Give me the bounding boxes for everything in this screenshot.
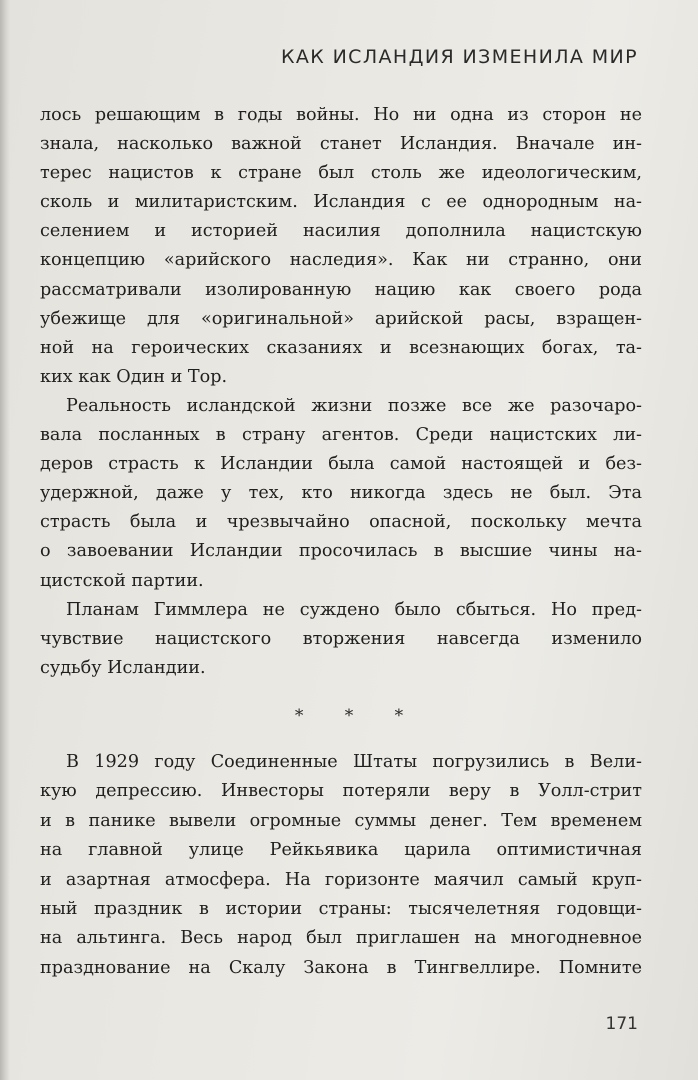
text-line-paragraph-start: В 1929 году Соединенные Штаты погрузились в Вели- xyxy=(66,752,642,772)
text-line-paragraph-start: Реальность исландской жизни позже все же разочаро- xyxy=(66,395,642,416)
text-line-paragraph-start: Планам Гиммлера не суждено было сбыться. Но пред- xyxy=(66,599,642,620)
section-separator: * * * xyxy=(294,706,422,726)
text-line: деров страсть к Исландии была самой настоящей и без- xyxy=(40,454,642,475)
text-line: на альтинга. Весь народ был приглашен на многодневное xyxy=(40,928,642,949)
text-line: на главной улице Рейкьявика царила оптимистичная xyxy=(40,840,642,861)
text-line: вала посланных в страну агентов. Среди нацистских ли- xyxy=(40,425,642,446)
text-line: селением и историей насилия дополнила нацистскую xyxy=(40,221,642,242)
text-line: ной на героических сказаниях и всезнающих богах, та- xyxy=(40,337,642,358)
text-line-paragraph-end: ких как Один и Тор. xyxy=(40,366,228,387)
text-line: лось решающим в годы войны. Но ни одна из сторон не xyxy=(40,105,642,125)
body-text-section-2 xyxy=(40,748,642,983)
body-text-section-1 xyxy=(40,101,642,683)
text-line: и в панике вывели огромные суммы денег. Тем временем xyxy=(40,810,642,831)
text-line: убежище для «оригинальной» арийской расы, взращен- xyxy=(40,308,642,329)
page-edge-shadow xyxy=(0,0,10,1080)
text-line: знала, насколько важной станет Исландия. Вначале ин- xyxy=(40,134,642,155)
text-line: кую депрессию. Инвесторы потеряли веру в Уолл-стрит xyxy=(40,781,642,802)
text-line: празднование на Скалу Закона в Тингвеллире. Помните xyxy=(40,957,642,978)
text-line: концепцию «арийского наследия». Как ни странно, они xyxy=(40,250,642,271)
text-line: удержной, даже у тех, кто никогда здесь не был. Эта xyxy=(40,483,642,504)
running-header: КАК ИСЛАНДИЯ ИЗМЕНИЛА МИР xyxy=(280,46,638,68)
text-line: сколь и милитаристским. Исландия с ее однородным на- xyxy=(40,192,642,213)
text-line-paragraph-end: цистской партии. xyxy=(40,570,204,591)
text-line-paragraph-end: судьбу Исландии. xyxy=(40,657,206,678)
page-number: 171 xyxy=(605,1014,638,1034)
text-line: чувствие нацистского вторжения навсегда изменило xyxy=(40,628,642,649)
text-line: страсть была и чрезвычайно опасной, поскольку мечта xyxy=(40,512,642,533)
text-line: рассматривали изолированную нацию как своего рода xyxy=(40,279,642,300)
text-line: о завоевании Исландии просочилась в высшие чины на- xyxy=(40,541,642,562)
text-line: и азартная атмосфера. На горизонте маячил самый круп- xyxy=(40,869,642,890)
text-line: ный праздник в истории страны: тысячелетняя годовщи- xyxy=(40,899,642,920)
text-line: терес нацистов к стране был столь же идеологическим, xyxy=(40,163,642,184)
